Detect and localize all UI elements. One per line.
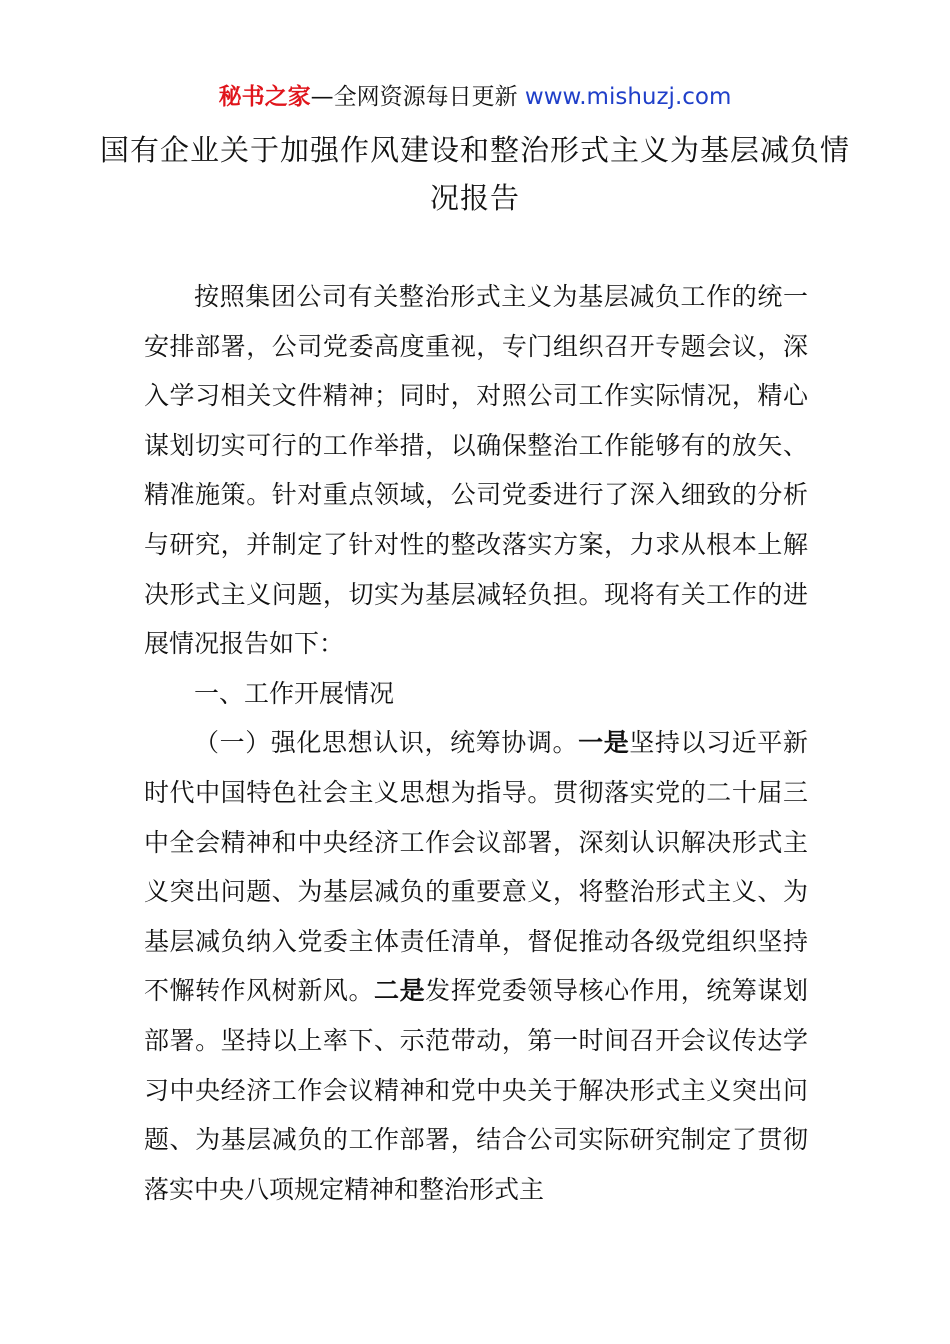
site-url[interactable]: www.mishuzj.com	[524, 84, 732, 110]
source-header	[0, 80, 950, 114]
point-marker-1: 一是	[578, 728, 630, 758]
subsection-lead: （一）强化思想认识，统筹协调。	[194, 728, 579, 758]
document-body	[144, 272, 808, 1214]
intro-paragraph: 按照集团公司有关整治形式主义为基层减负工作的统一安排部署，公司党委高度重视，专门组织召开专题会议，深入学习相关文件精神；同时，对照公司工作实际情况，精心谋划切实可行的工作举措，以确保整治工作能够有的放矢、精准施策。针对重点领域，公司党委进行了深入细致的分析与研究，并制定了针对性的整改落实方案，力求从根本上解决形式主义问题，切实为基层减轻负担。现将有关工作的进展情况报告如下：	[144, 282, 808, 659]
subsection-paragraph	[144, 718, 808, 1214]
point-text-1: 坚持以习近平新时代中国特色社会主义思想为指导。贯彻落实党的二十届三中全会精神和中央经济工作会议部署，深刻认识解决形式主义突出问题、为基层减负的重要意义，将整治形式主义、为基层减负纳入党委主体责任清单，督促推动各级党组织坚持不懈转作风树新风。	[144, 728, 808, 1006]
header-tagline: —全网资源每日更新	[310, 84, 525, 110]
point-marker-2: 二是	[374, 976, 426, 1006]
document-title: 国有企业关于加强作风建设和整治形式主义为基层减负情况报告	[100, 133, 851, 215]
brand-name: 秘书之家	[218, 84, 311, 110]
point-text-2: 发挥党委领导核心作用，统筹谋划部署。坚持以上率下、示范带动，第一时间召开会议传达学习中央经济工作会议精神和党中央关于解决形式主义突出问题、为基层减负的工作部署，结合公司实际研究制定了贯彻落实中央八项规定精神和整治形式主	[144, 976, 808, 1204]
section-heading: 一、工作开展情况	[194, 678, 395, 708]
